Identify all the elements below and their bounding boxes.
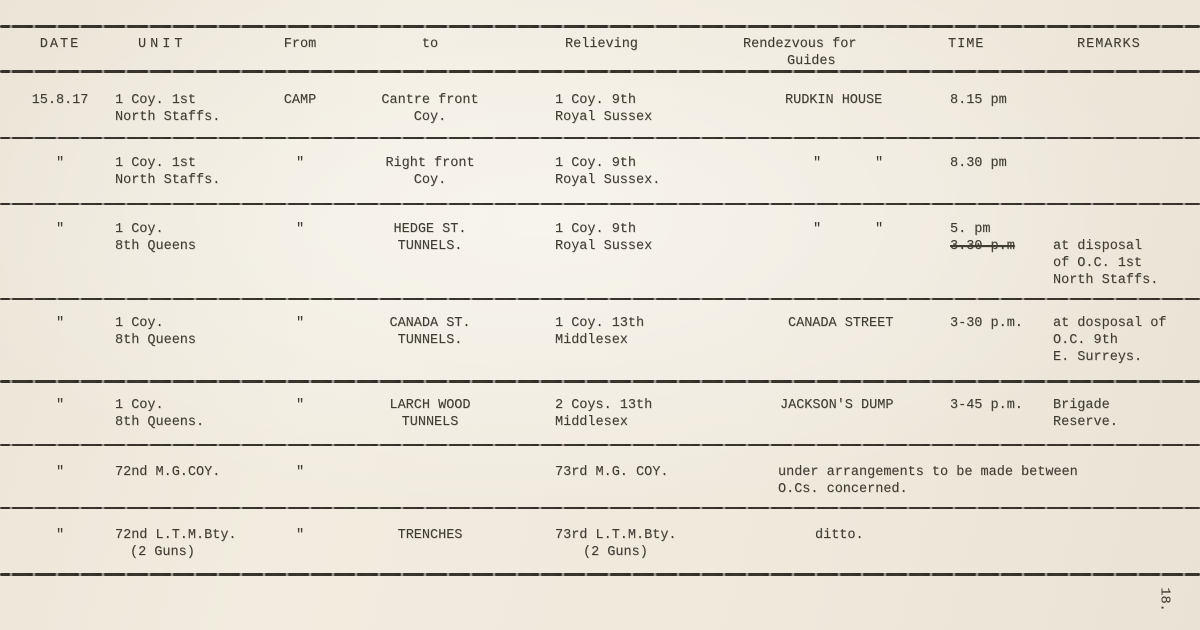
cell-from-ditto: " [295, 528, 305, 543]
divider-line-1 [0, 137, 1200, 139]
cell-to-line1: TRENCHES [397, 528, 463, 543]
cell-unit-line1: 1 Coy. [115, 222, 164, 237]
cell-unit-line1: 1 Coy. [115, 316, 164, 331]
cell-date-ditto: " [55, 528, 65, 543]
cell-relieving-line2: (2 Guns) [583, 545, 648, 560]
divider-line-header [0, 70, 1200, 73]
cell-time: 3-45 p.m. [950, 398, 1023, 413]
cell-from-ditto: " [295, 156, 305, 171]
cell-unit-line2: North Staffs. [115, 173, 221, 188]
cell-relieving-line2: Middlesex [555, 333, 628, 348]
cell-date-ditto: " [55, 465, 65, 480]
cell-date-ditto: " [55, 316, 65, 331]
cell-time-struck-out: 3.30 p.m [950, 239, 1015, 254]
cell-remarks-line2: of O.C. 1st [1053, 256, 1143, 271]
cell-rendezvous: RUDKIN HOUSE [785, 93, 883, 108]
header-to: to [421, 37, 439, 52]
cell-from-ditto: " [295, 316, 305, 331]
cell-unit-line2: 8th Queens [115, 239, 197, 254]
cell-remarks-line3: E. Surreys. [1053, 350, 1143, 365]
cell-remarks-line1: at dosposal of [1053, 316, 1167, 331]
cell-unit-line1: 72nd M.G.COY. [115, 465, 221, 480]
cell-relieving-line1: 1 Coy. 13th [555, 316, 645, 331]
cell-remarks-line2: Reserve. [1053, 415, 1118, 430]
cell-relieving-line1: 73rd M.G. COY. [555, 465, 669, 480]
cell-relieving-line1: 1 Coy. 9th [555, 93, 637, 108]
cell-date-ditto: " [55, 222, 65, 237]
header-time: TIME [948, 37, 985, 52]
cell-note-ditto: ditto. [815, 528, 864, 543]
cell-rendezvous-ditto-2: " [875, 222, 884, 237]
cell-time: 8.15 pm [950, 93, 1007, 108]
cell-unit-line1: 72nd L.T.M.Bty. [115, 528, 237, 543]
cell-to-line1: LARCH WOOD [389, 398, 471, 413]
header-rendezvous-line2: Guides [787, 54, 836, 69]
cell-relieving-line1: 1 Coy. 9th [555, 156, 637, 171]
cell-unit-line2: (2 Guns) [130, 545, 195, 560]
cell-from-ditto: " [295, 222, 305, 237]
divider-line-4 [0, 380, 1200, 383]
cell-relieving-line1: 1 Coy. 9th [555, 222, 637, 237]
header-date: DATE [39, 37, 81, 52]
cell-remarks-line1: at disposal [1053, 239, 1143, 254]
header-unit: UNIT [138, 37, 187, 52]
cell-to-line1: Cantre front [381, 93, 479, 108]
cell-from-ditto: " [295, 398, 305, 413]
cell-relieving-line2: Royal Sussex. [555, 173, 661, 188]
cell-remarks-line1: Brigade [1053, 398, 1110, 413]
header-from: From [283, 37, 317, 52]
cell-to-line1: CANADA ST. [389, 316, 471, 331]
divider-line-bottom [0, 573, 1200, 576]
cell-rendezvous-ditto-1: " [813, 222, 822, 237]
cell-time: 8.30 pm [950, 156, 1007, 171]
cell-to-line2: TUNNELS [401, 415, 459, 430]
cell-rendezvous: CANADA STREET [788, 316, 894, 331]
cell-date-ditto: " [55, 156, 65, 171]
cell-time: 5. pm [950, 222, 991, 237]
cell-relieving-line2: Royal Sussex [555, 110, 653, 125]
cell-rendezvous: JACKSON'S DUMP [780, 398, 894, 413]
cell-relieving-line2: Royal Sussex [555, 239, 653, 254]
cell-date: 15.8.17 [31, 93, 89, 108]
cell-unit-line2: 8th Queens. [115, 415, 205, 430]
divider-line-6 [0, 507, 1200, 509]
cell-unit-line2: 8th Queens [115, 333, 197, 348]
cell-date-ditto: " [55, 398, 65, 413]
cell-remarks-line3: North Staffs. [1053, 273, 1159, 288]
cell-time: 3-30 p.m. [950, 316, 1023, 331]
cell-from: CAMP [283, 93, 317, 108]
divider-line-5 [0, 444, 1200, 446]
cell-to-line1: HEDGE ST. [393, 222, 467, 237]
cell-unit-line1: 1 Coy. [115, 398, 164, 413]
cell-rendezvous-ditto-2: " [875, 156, 884, 171]
cell-unit-line1: 1 Coy. 1st [115, 156, 197, 171]
divider-line-2 [0, 203, 1200, 205]
cell-note-line2: O.Cs. concerned. [778, 482, 908, 497]
header-relieving: Relieving [565, 37, 638, 52]
cell-unit-line2: North Staffs. [115, 110, 221, 125]
header-rendezvous-line1: Rendezvous for [743, 37, 857, 52]
page-number: 18. [1156, 587, 1172, 612]
cell-relieving-line2: Middlesex [555, 415, 628, 430]
cell-rendezvous-ditto-1: " [813, 156, 822, 171]
header-remarks: REMARKS [1077, 37, 1141, 52]
cell-to-line2: TUNNELS. [397, 239, 463, 254]
divider-line-3 [0, 298, 1200, 300]
cell-remarks-line2: O.C. 9th [1053, 333, 1118, 348]
cell-to-line1: Right front [385, 156, 475, 171]
cell-note-line1: under arrangements to be made between [778, 465, 1078, 480]
divider-line-top [0, 25, 1200, 28]
cell-from-ditto: " [295, 465, 305, 480]
cell-relieving-line1: 73rd L.T.M.Bty. [555, 528, 677, 543]
cell-to-line2: Coy. [413, 110, 447, 125]
cell-to-line2: TUNNELS. [397, 333, 463, 348]
cell-relieving-line1: 2 Coys. 13th [555, 398, 653, 413]
cell-to-line2: Coy. [413, 173, 447, 188]
cell-unit-line1: 1 Coy. 1st [115, 93, 197, 108]
